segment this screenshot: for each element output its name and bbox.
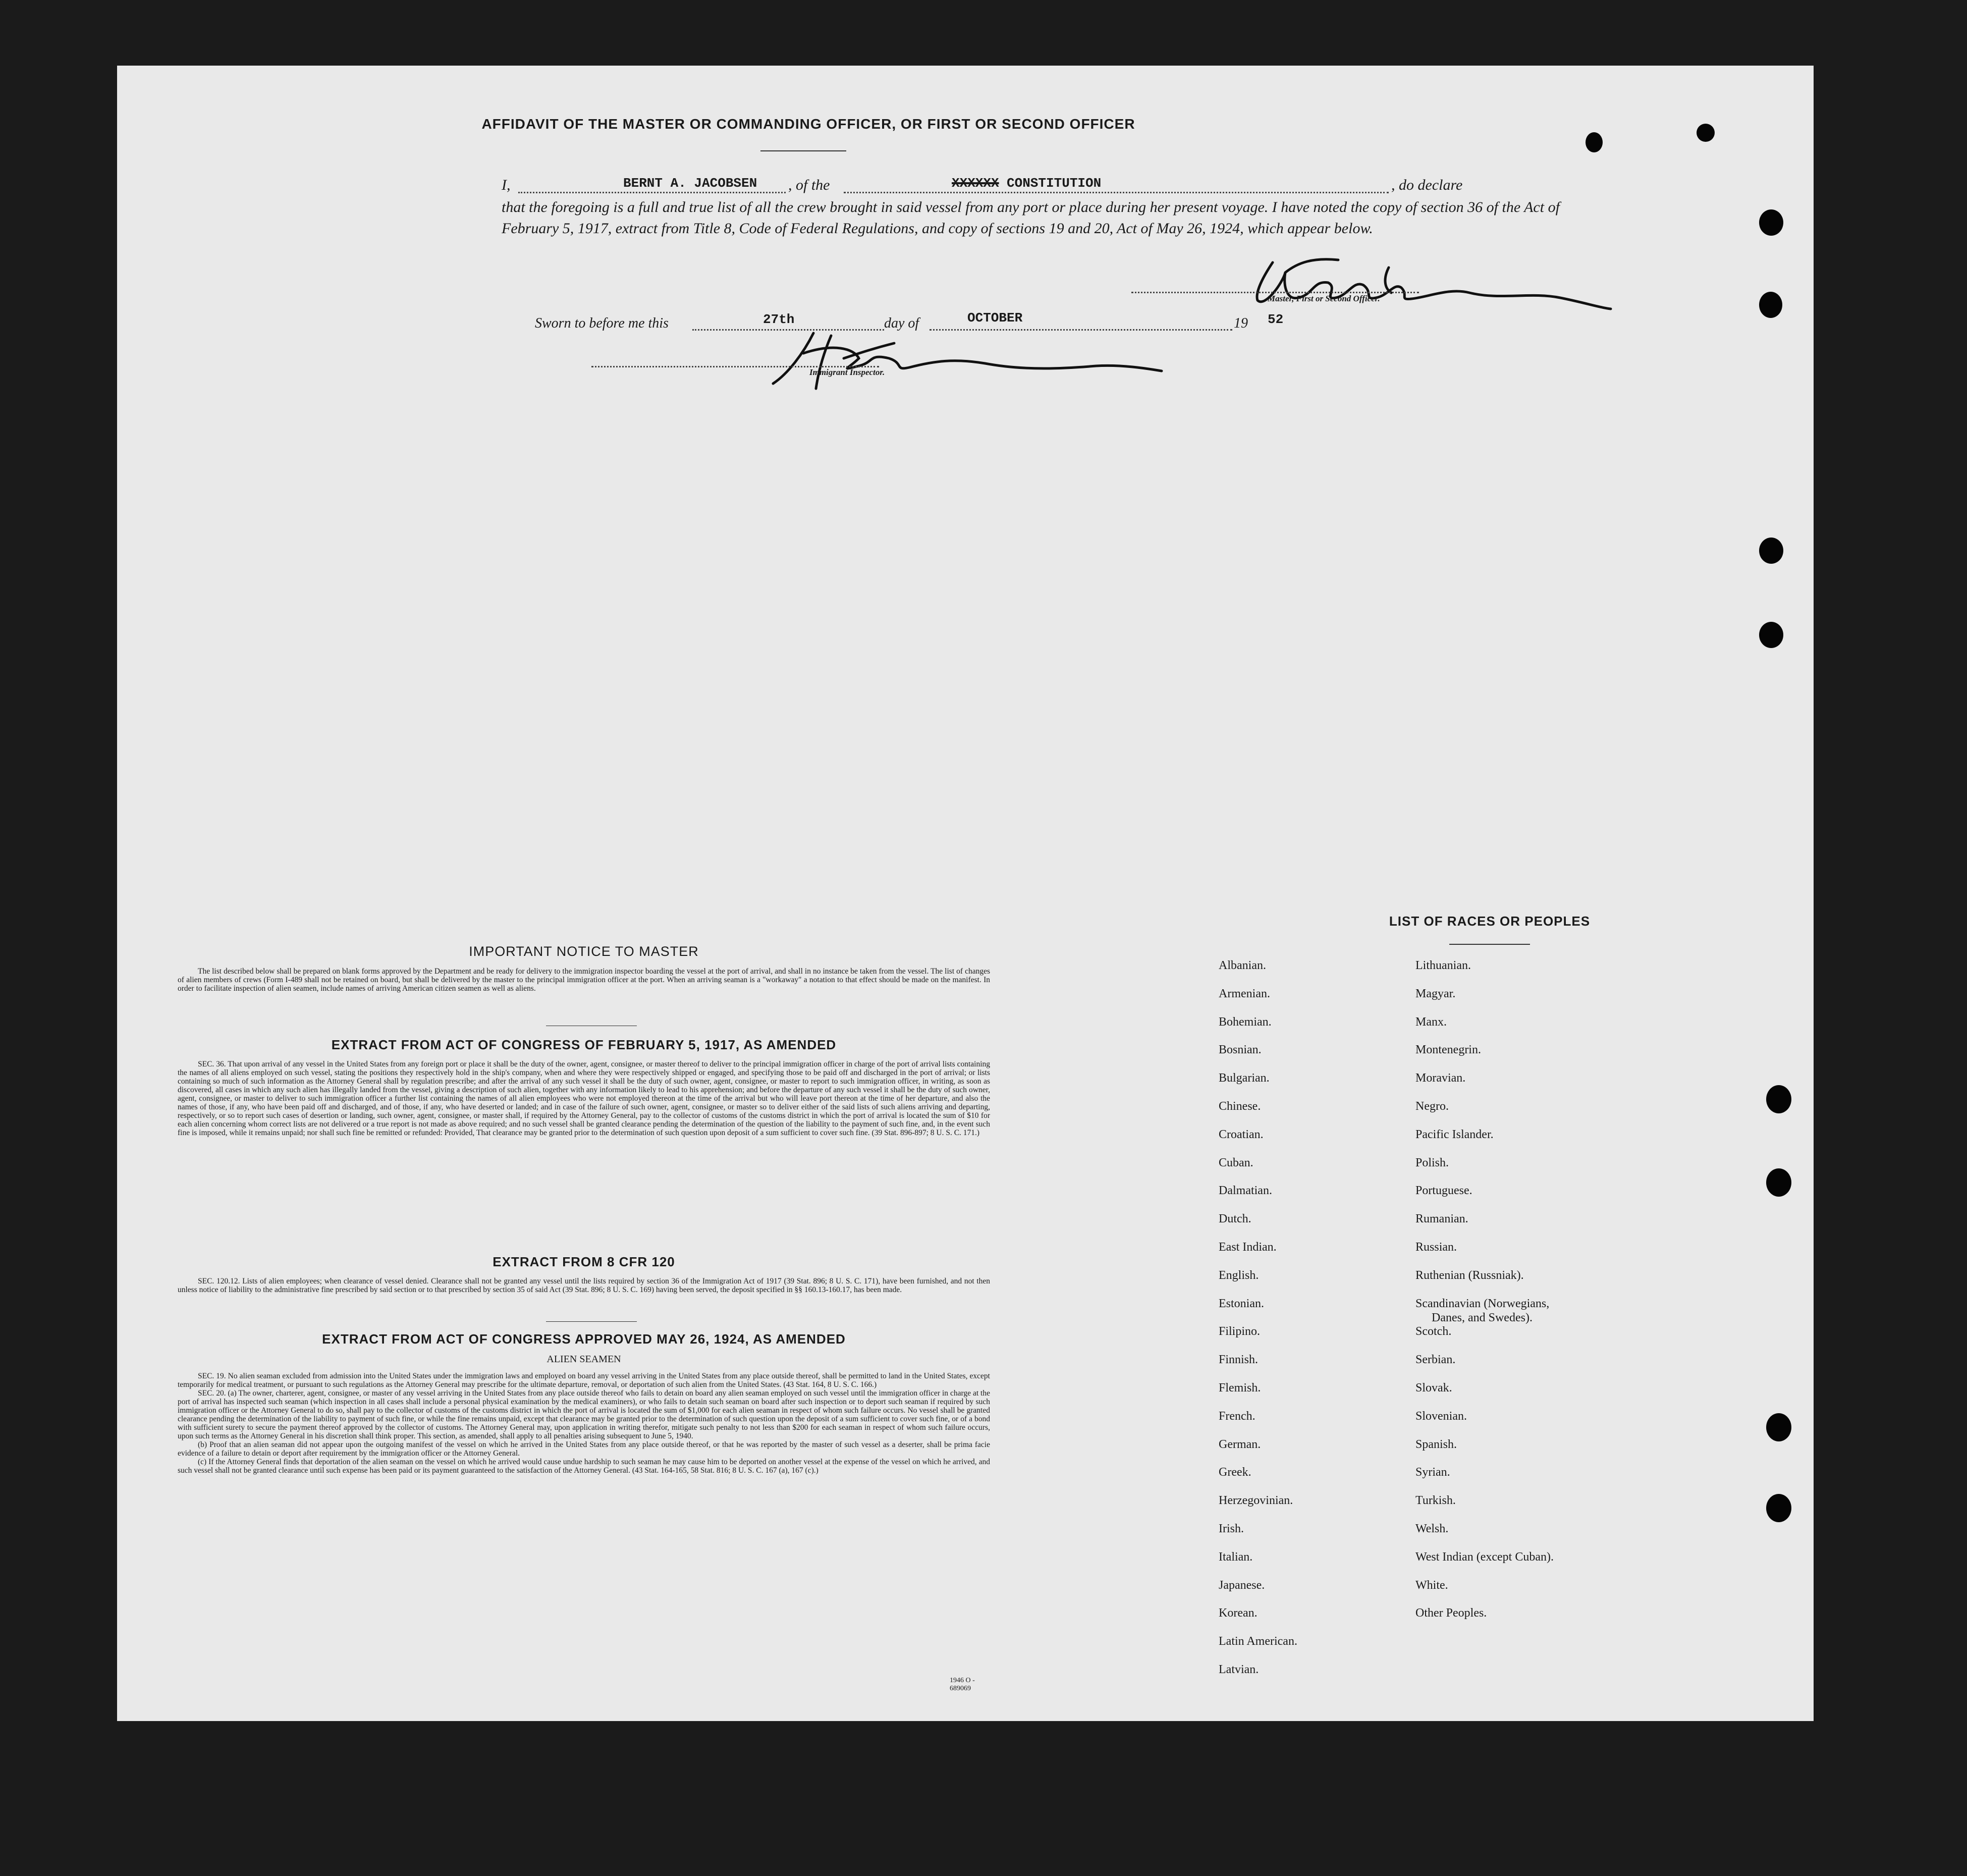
race-item: Polish. [1415, 1156, 1449, 1169]
extract-1917-text [178, 1060, 990, 1137]
extract-cfr-text [178, 1277, 990, 1294]
inspector-signature [743, 323, 1187, 394]
master-signature [1146, 252, 1621, 323]
race-item: German. [1219, 1437, 1261, 1451]
extract-1917-paragraph: SEC. 36. That upon arrival of any vessel in the United States from any foreign port or place it shall be the duty of the owner, agent, consignee, or master thereof to deliver to the principal immigration officer in charge of the port of arrival lists containing the names of all aliens employed on such vessel, stating the positions they respectively hold in the ship's company, when and where they were respectively shipped or engaged, and specifying those to be paid off and discharged in the port of arrival; or lists containing so much of such information as the Attorney General shall by regulation prescribe; and after the arrival of any such vessel it shall be the duty of such owner, agent, consignee, or master to report to such immigration officer, in writing, as soon as discovered, all cases in which any such alien has illegally landed from the vessel, giving a description of such alien, together with any information likely to lead to his apprehension; and before the departure of any such vessel it shall be the duty of such owner, agent, consignee, or master to deliver to such immigration officer a further list containing the names of all alien employees who were not employed thereon at the time of the arrival but who will leave port thereon at the time of her departure, and also the names of those, if any, who have been paid off and discharged, and of those, if any, who have deserted or landed; and in case of the failure of such owner, agent, consignee, or master so to deliver either of the said lists of such aliens arriving and departing, respectively, or so to report such cases of desertion or landing, such owner, agent, consignee, or master shall, if required by the Attorney General, pay to the collector of customs of the customs district in which the port of arrival is located the sum of $10 for each alien concerning whom correct lists are not delivered or a true report is not made as above required; and no such vessel shall be granted clearance pending the determination of the question of the liability to the payment of such fine, and, in the event such fine is imposed, while it remains unpaid; nor shall such fine be remitted or refunded: Provided, That clearance may be granted prior to the determination of such question upon deposit of a sum sufficient to cover such fine. (39 Stat. 896-897; 8 U. S. C. 171.) [178, 1060, 990, 1137]
punch-hole [1759, 622, 1783, 648]
race-item: Dutch. [1219, 1212, 1251, 1226]
race-item: Pacific Islander. [1415, 1128, 1494, 1141]
extract-1924-heading: EXTRACT FROM ACT OF CONGRESS APPROVED MAY 26, 1924, AS AMENDED [322, 1331, 846, 1347]
vessel-struck-text: XXXXXX [952, 176, 999, 191]
race-item: White. [1415, 1578, 1448, 1592]
do-declare-label: , do declare [1391, 177, 1463, 193]
race-item: French. [1219, 1409, 1255, 1423]
print-code: 1946 O - 689069 [950, 1677, 975, 1692]
race-item: Bulgarian. [1219, 1071, 1270, 1085]
sec-19-paragraph: SEC. 19. No alien seaman excluded from admission into the United States under the immigration laws and employed on board any vessel arriving in the United States from any place outside thereof, shall be permitted to land in the United States, except temporarily for medical treatment, or pursuant to such regulations as the Attorney General may prescribe for the ultimate departure, removal, or deportation of such alien from the United States. (43 Stat. 164, 8 U. S. C. 166.) [178, 1372, 990, 1389]
race-item: Portuguese. [1415, 1184, 1472, 1198]
year-suffix: 52 [1268, 312, 1284, 327]
race-item: Scotch. [1415, 1325, 1452, 1338]
race-item: Irish. [1219, 1522, 1244, 1535]
race-item: Bosnian. [1219, 1043, 1262, 1057]
race-item: Cuban. [1219, 1156, 1253, 1169]
race-item: Korean. [1219, 1606, 1258, 1620]
race-item: Italian. [1219, 1550, 1253, 1564]
title-rule [760, 150, 846, 151]
punch-hole [1759, 209, 1783, 236]
notice-heading: IMPORTANT NOTICE TO MASTER [469, 944, 699, 959]
day-of-label: day of [884, 315, 919, 331]
race-item: Armenian. [1219, 987, 1270, 1000]
race-item: Spanish. [1415, 1437, 1457, 1451]
extract-cfr-heading: EXTRACT FROM 8 CFR 120 [493, 1254, 675, 1269]
races-heading: LIST OF RACES OR PEOPLES [1389, 914, 1591, 929]
extract-1924-text [178, 1372, 990, 1475]
inspector-label: Immigrant Inspector. [809, 367, 885, 377]
race-item: East Indian. [1219, 1241, 1277, 1254]
race-item: Montenegrin. [1415, 1043, 1481, 1057]
race-item: Negro. [1415, 1100, 1449, 1113]
punch-hole [1759, 538, 1783, 564]
extract-1917-heading: EXTRACT FROM ACT OF CONGRESS OF FEBRUARY 5, 1917, AS AMENDED [331, 1037, 837, 1052]
punch-hole [1766, 1413, 1791, 1441]
race-item: Finnish. [1219, 1353, 1259, 1367]
signature-line [1131, 292, 1419, 293]
affidavit-page [117, 66, 1814, 1721]
notice-text [178, 967, 990, 993]
punch-hole [1586, 132, 1603, 152]
punch-hole [1766, 1085, 1791, 1113]
race-item: Slovenian. [1415, 1409, 1467, 1423]
affidavit-title: AFFIDAVIT OF THE MASTER OR COMMANDING OFFICER, OR FIRST OR SECOND OFFICER [481, 116, 1135, 132]
race-item: Turkish. [1415, 1494, 1456, 1508]
race-item: Slovak. [1415, 1381, 1452, 1395]
punch-hole [1759, 292, 1782, 318]
race-item: Danes, and Swedes). [1432, 1311, 1533, 1324]
race-item: Other Peoples. [1415, 1606, 1487, 1620]
race-item: Herzegovinian. [1219, 1494, 1293, 1508]
extract-1924-subheading: ALIEN SEAMEN [547, 1354, 621, 1365]
cfr-rule [546, 1321, 637, 1322]
notice-paragraph: The list described below shall be prepared on blank forms approved by the Department and be ready for delivery to the immigration inspector boarding the vessel at the port of arrival, and shall in no instance be taken from the vessel. The list of changes of alien members of crews (Form I-489 shall not be retained on board, but shall be delivered by the master to the principal immigration officer at the port. When an arriving seaman is a "workaway" a notation to that effect should be made on the manifest. In order to facilitate inspection of alien seamen, include names of arriving American citizen seamen as well as aliens. [178, 967, 990, 993]
master-name: BERNT A. JACOBSEN [623, 176, 757, 191]
punch-hole [1766, 1494, 1791, 1522]
race-item: Estonian. [1219, 1297, 1264, 1310]
vessel-name: CONSTITUTION [1007, 176, 1102, 191]
race-item: West Indian (except Cuban). [1415, 1550, 1554, 1564]
race-item: Scandinavian (Norwegians, [1415, 1297, 1550, 1310]
master-signature-label: Master, First or Second Officer. [1268, 294, 1380, 303]
race-item: Russian. [1415, 1241, 1457, 1254]
races-rule [1449, 944, 1530, 945]
race-item: Japanese. [1219, 1578, 1265, 1592]
extract-cfr-paragraph: SEC. 120.12. Lists of alien employees; when clearance of vessel denied. Clearance shall not be granted any vessel until the lists required by section 36 of the Immigration Act of 1917 (39 Stat. 896; 8 U. S. C. 171), have been furnished, and not then unless notice of liability to the administrative fine prescribed by said section or to that prescribed by section 35 of said Act (39 Stat. 896; 8 U. S. C. 169) having been served, the deposit specified in §§ 160.13-160.17, has been made. [178, 1277, 990, 1294]
sec-20a-paragraph: SEC. 20. (a) The owner, charterer, agent, consignee, or master of any vessel arriving in the United States from any place outside thereof who fails to detain on board any alien seaman employed on such vessel until the immigration officer in charge at the port of arrival has inspected such seaman (which inspection in all cases shall include a personal physical examination by the medical examiners), or who fails to detain such seaman on board after such inspection or to deport such seaman if required by such immigration officer or the Attorney General to do so, shall pay to the collector of customs of the customs district in which the port of arrival is located the sum of $1,000 for each alien seaman in respect of whom such failure occurs. No vessel shall be granted clearance pending the determination of the liability to payment of such fine, or while the fine remains unpaid, except that clearance may be granted prior to the determination of such question upon the deposit of a sum sufficient to cover such fine, or of a bond with sufficient surety to secure the payment thereof approved by the collector of customs. The Attorney General may, upon application in writing therefor, mitigate such penalty to not less than $200 for each seaman in respect of whom such failure occurs, upon such terms as the Attorney General in his discretion shall think proper. This section, as amended, shall apply to all penalties arising subsequent to June 5, 1940. [178, 1389, 990, 1440]
race-item: Latin American. [1219, 1635, 1297, 1648]
race-item: Welsh. [1415, 1522, 1449, 1535]
declaration-text: that the foregoing is a full and true list of all the crew brought in said vessel from any port or place during her present voyage. I have noted the copy of section 36 of the Act of February 5, 1917, extract from Title 8, Code of Federal Regulations, and copy of sections 19 and 20, Act of May 26, 1924, which appear below. [502, 199, 1560, 237]
race-item: Greek. [1219, 1466, 1251, 1479]
punch-hole [1697, 124, 1715, 142]
sec-20c-paragraph: (c) If the Attorney General finds that deportation of the alien seaman on the vessel on which he arrived would cause undue hardship to such seaman he may cause him to be deported on another vessel at the expense of the vessel on which he arrived, and such vessel shall not be granted clearance until such expense has been paid or its payment guaranteed to the satisfaction of the Attorney General. (43 Stat. 164-165, 58 Stat. 816; 8 U. S. C. 167 (a), 167 (c).) [178, 1458, 990, 1475]
race-item: Latvian. [1219, 1663, 1259, 1676]
of-the-label: , of the [788, 177, 830, 193]
vessel-line [844, 192, 1389, 193]
sworn-month: OCTOBER [967, 310, 1023, 326]
i-label: I, [502, 177, 511, 193]
race-item: Flemish. [1219, 1381, 1261, 1395]
race-item: Magyar. [1415, 987, 1456, 1000]
sworn-label: Sworn to before me this [535, 315, 669, 331]
year-prefix: 19 [1234, 315, 1248, 331]
race-item: Croatian. [1219, 1128, 1264, 1141]
name-line [518, 192, 786, 193]
race-item: English. [1219, 1268, 1259, 1282]
race-item: Syrian. [1415, 1466, 1450, 1479]
race-item: Ruthenian (Russniak). [1415, 1268, 1524, 1282]
race-item: Serbian. [1415, 1353, 1456, 1367]
punch-hole [1766, 1168, 1791, 1197]
sworn-day: 27th [763, 312, 795, 327]
race-item: Lithuanian. [1415, 959, 1471, 972]
sec-20b-paragraph: (b) Proof that an alien seaman did not appear upon the outgoing manifest of the vessel on which he arrived in the United States from any place outside thereof, or that he was reported by the master of such vessel as a deserter, shall be prima facie evidence of a failure to detain or deport after requirement by the immigration officer or the Attorney General. [178, 1440, 990, 1458]
race-item: Dalmatian. [1219, 1184, 1272, 1198]
race-item: Bohemian. [1219, 1015, 1272, 1029]
race-item: Filipino. [1219, 1325, 1261, 1338]
race-item: Chinese. [1219, 1100, 1261, 1113]
race-item: Manx. [1415, 1015, 1447, 1029]
race-item: Albanian. [1219, 959, 1266, 972]
race-item: Rumanian. [1415, 1212, 1468, 1226]
race-item: Moravian. [1415, 1071, 1466, 1085]
